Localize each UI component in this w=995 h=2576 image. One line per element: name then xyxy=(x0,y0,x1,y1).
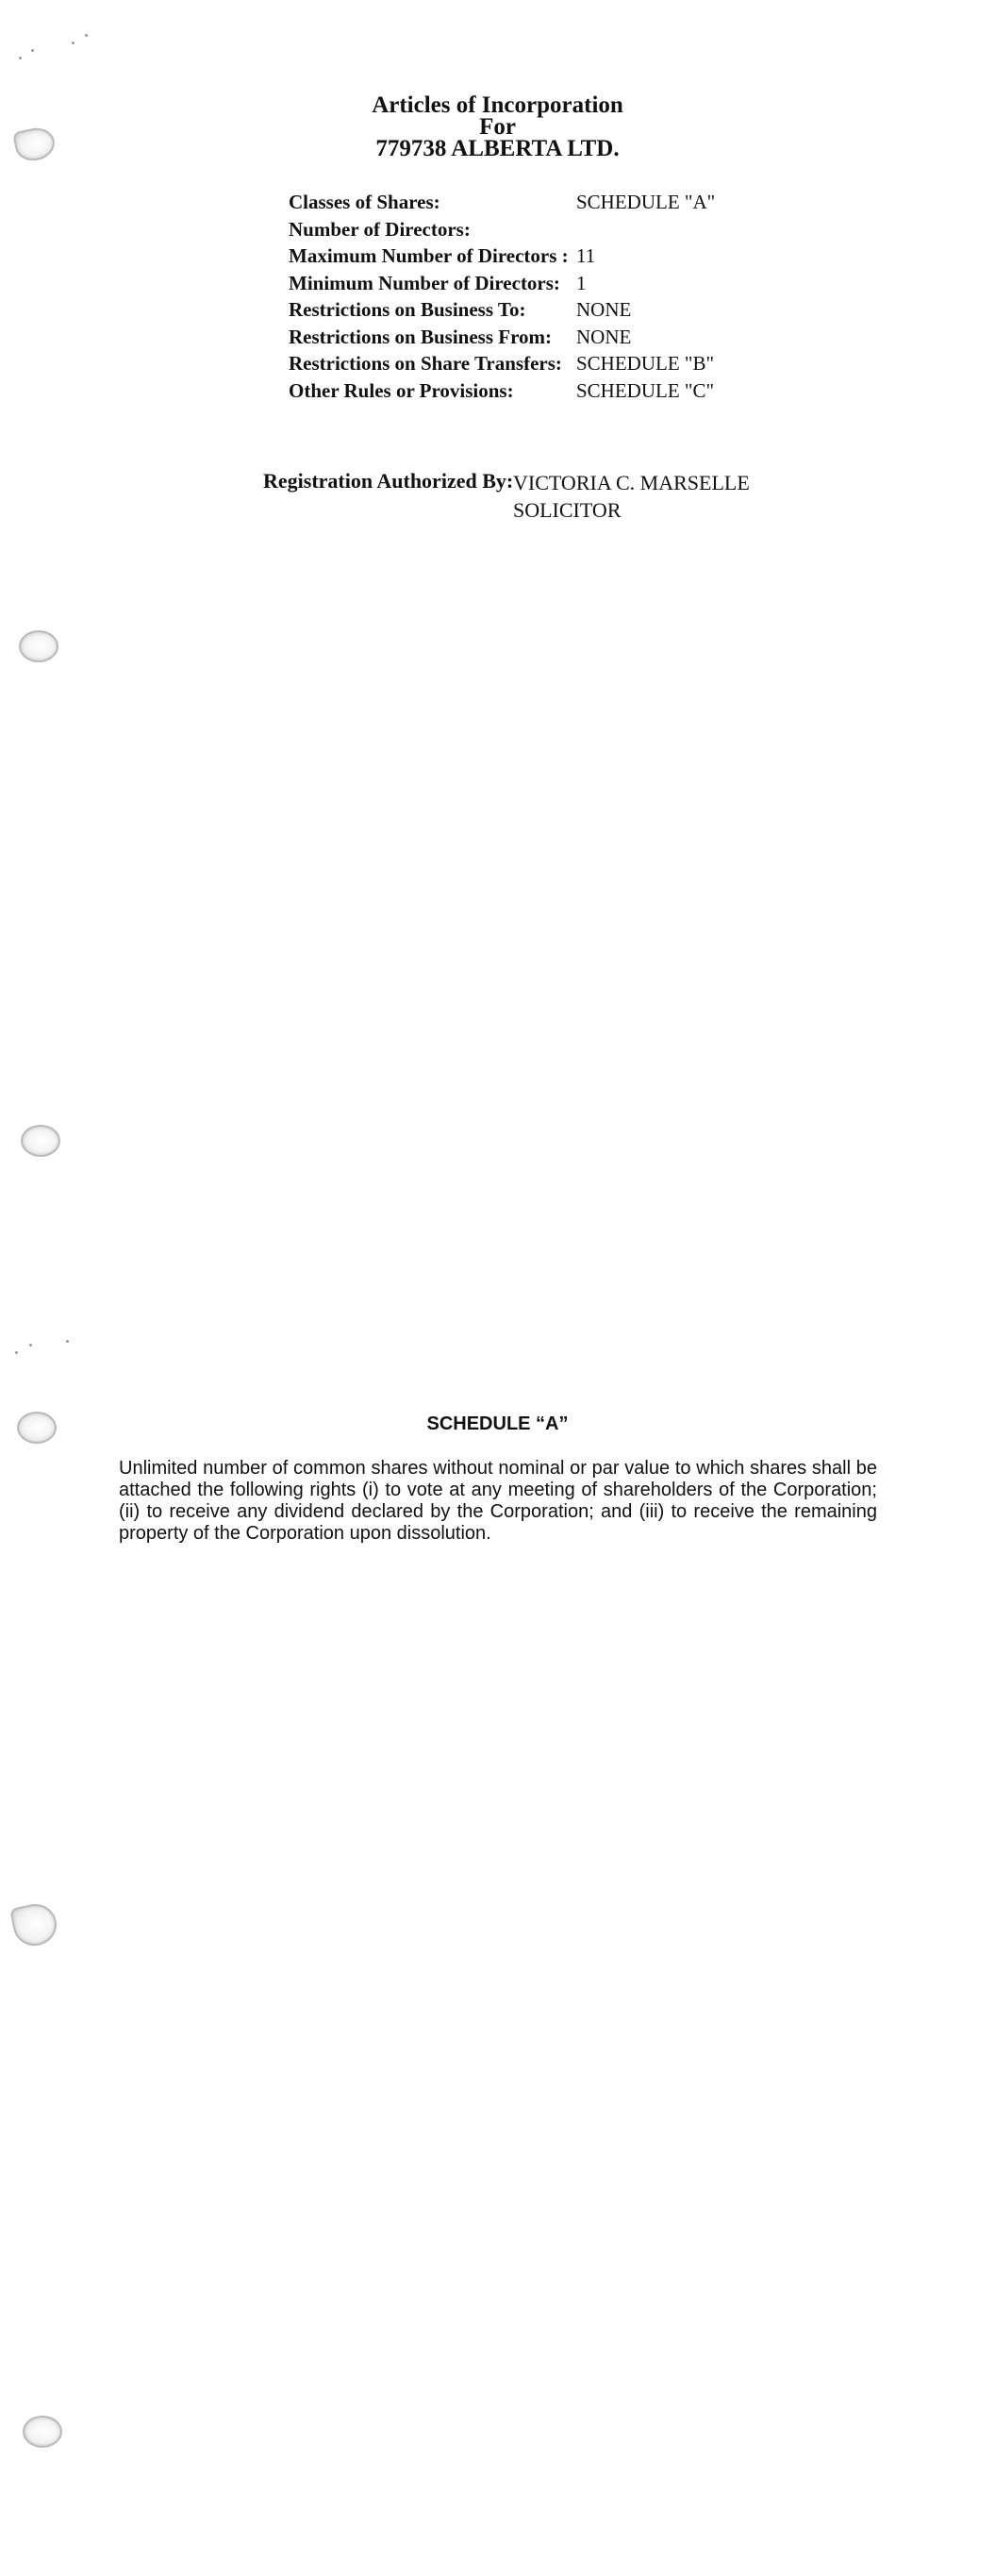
scan-speck xyxy=(72,42,75,44)
field-label: Restrictions on Share Transfers: xyxy=(289,352,562,375)
scan-speck xyxy=(85,34,88,37)
field-label: Classes of Shares: xyxy=(289,191,440,213)
scan-speck xyxy=(66,1340,69,1343)
articles-fields xyxy=(289,191,779,406)
schedule-body: Unlimited number of common shares without nominal or par value to which shares shall be attached the following rights (i) to vote at any meeting of shareholders of the Corporation; (ii) to receive any dividend declared by the Corporation; and (iii) to receive the remaining property of the Corporation upon dissolution. xyxy=(119,1458,877,1544)
field-value: NONE xyxy=(576,298,632,321)
authorization-label: Registration Authorized By: xyxy=(263,469,514,493)
title-line-3: 779738 ALBERTA LTD. xyxy=(375,136,620,161)
scan-speck xyxy=(15,1351,18,1354)
field-label: Other Rules or Provisions: xyxy=(289,378,514,402)
field-value: SCHEDULE "C" xyxy=(576,378,715,402)
field-label: Restrictions on Business To: xyxy=(289,298,526,321)
field-label: Restrictions on Business From: xyxy=(289,325,553,348)
punch-hole-icon xyxy=(23,2416,62,2448)
scan-speck xyxy=(29,1344,32,1347)
scan-speck xyxy=(19,57,22,59)
punch-hole-icon xyxy=(9,1900,60,1950)
title-line-1: Articles of Incorporation xyxy=(372,92,623,118)
field-row xyxy=(289,272,779,299)
schedule-title: SCHEDULE “A” xyxy=(426,1413,569,1434)
scan-speck xyxy=(31,49,34,52)
field-label: Number of Directors: xyxy=(289,217,471,241)
field-value: SCHEDULE "A" xyxy=(576,191,716,213)
field-label: Minimum Number of Directors: xyxy=(289,271,560,294)
field-value: NONE xyxy=(576,325,632,348)
field-value: SCHEDULE "B" xyxy=(576,352,715,375)
authorization-values xyxy=(513,469,750,524)
field-row xyxy=(289,298,779,326)
field-value: 1 xyxy=(576,271,587,294)
page-schedule-a xyxy=(0,1349,995,2576)
field-value: 11 xyxy=(576,244,596,267)
field-label: Maximum Number of Directors : xyxy=(289,244,569,267)
field-row xyxy=(289,218,779,245)
field-row xyxy=(289,244,779,272)
field-row xyxy=(289,191,779,218)
field-row xyxy=(289,352,779,379)
title-line-2: For xyxy=(479,114,516,140)
registration-authorization xyxy=(263,469,750,524)
authorizer-role: SOLICITOR xyxy=(513,498,622,522)
punch-hole-icon xyxy=(19,630,58,662)
document-title xyxy=(0,94,995,159)
field-row xyxy=(289,379,779,407)
authorizer-name: VICTORIA C. MARSELLE xyxy=(513,471,750,494)
field-row xyxy=(289,326,779,353)
punch-hole-icon xyxy=(21,1125,60,1157)
